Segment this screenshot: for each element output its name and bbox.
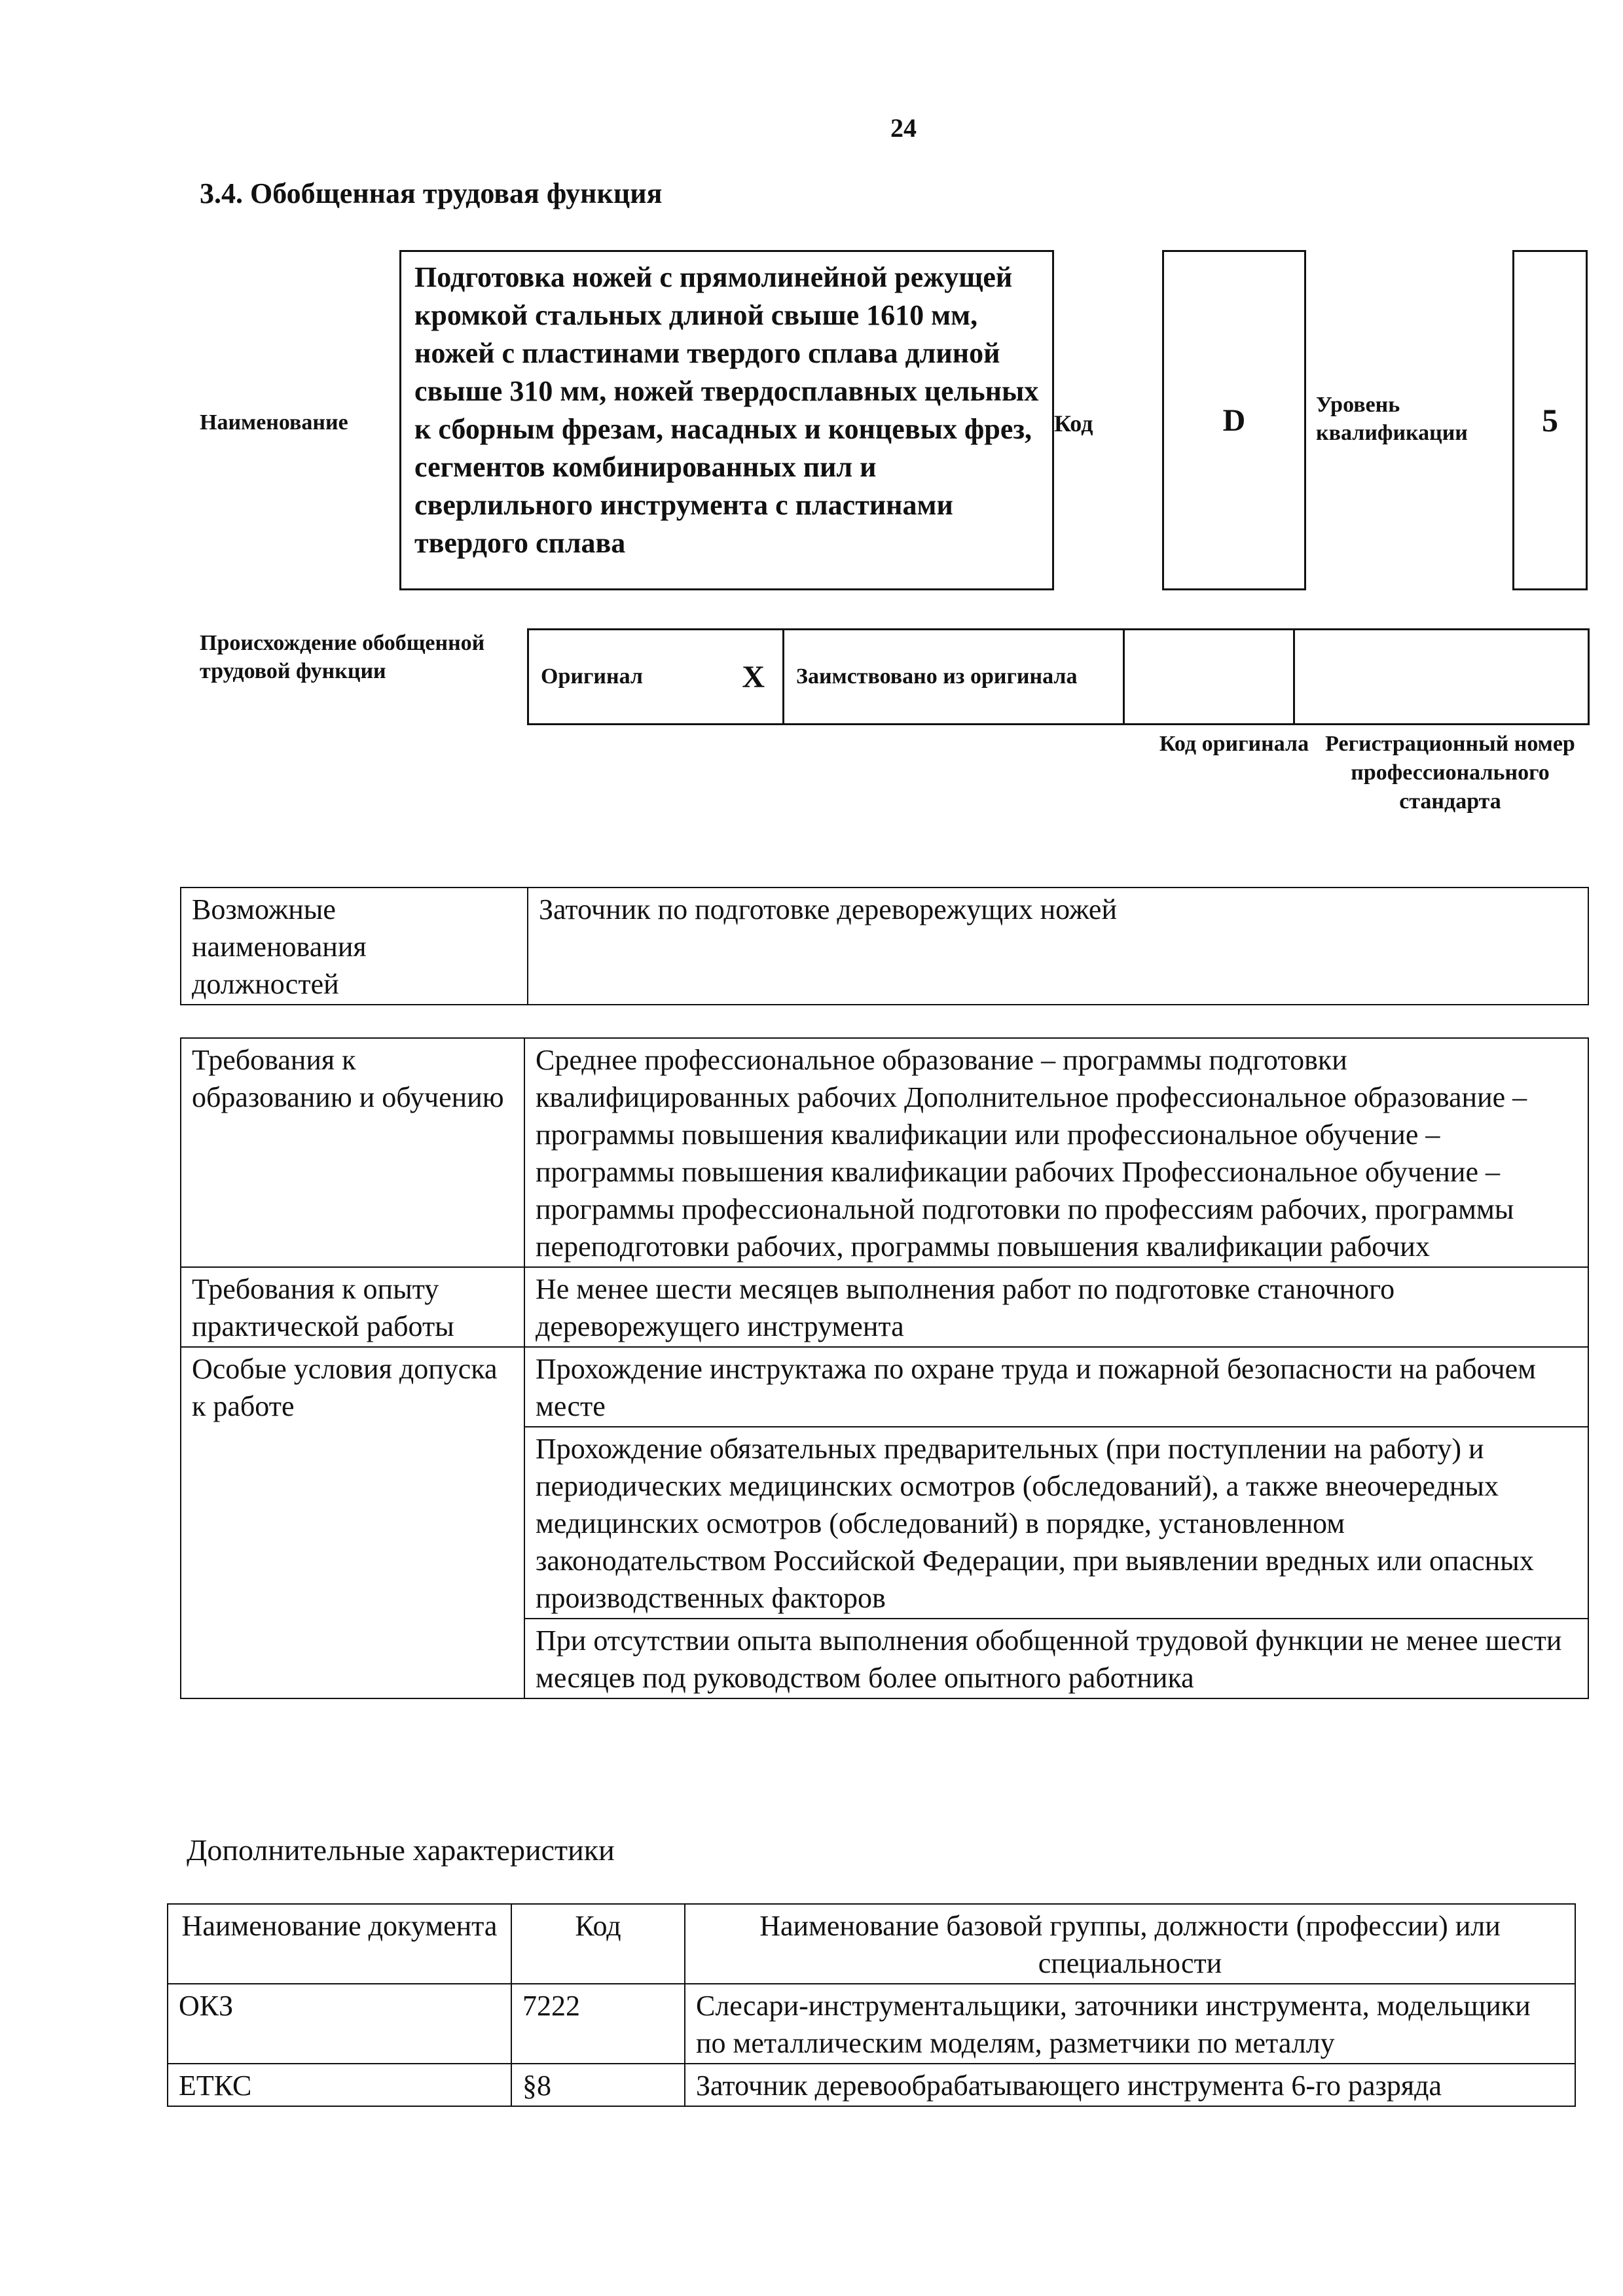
origin-original-label: Оригинал: [528, 630, 725, 725]
positions-table: [180, 887, 1589, 1005]
admission-conditions-label: Особые условия допуска к работе: [181, 1347, 524, 1698]
page-number: 24: [890, 113, 917, 143]
name-label: Наименование: [200, 410, 348, 435]
header-group-name: Наименование базовой группы, должности (профессии) или специальности: [685, 1904, 1575, 1984]
origin-table: [527, 628, 1590, 725]
admission-condition-item: При отсутствии опыта выполнения обобщенной трудовой функции не менее шести месяцев под руководством более опытного работника: [524, 1619, 1588, 1698]
table-header-row: [168, 1904, 1575, 1984]
group-name-cell: Заточник деревообрабатывающего инструмента 6-го разряда: [685, 2064, 1575, 2106]
origin-code-cell: [1124, 630, 1294, 725]
origin-label: Происхождение обобщенной трудовой функции: [200, 631, 485, 683]
group-name-cell: Слесари-инструментальщики, заточники инструмента, модельщики по металлическим моделям, разметчики по металлу: [685, 1984, 1575, 2064]
code-cell: 7222: [511, 1984, 685, 2064]
code-label: Код: [1054, 410, 1093, 437]
admission-condition-item: Прохождение обязательных предварительных (при поступлении на работу) и периодических медицинских осмотров (обследований), а также внеочередных медицинских осмотров (обследований) в порядке, установленном законодательством Российской Федерации, при выявлении вредных или опасных производственных факторов: [524, 1427, 1588, 1619]
additional-title: Дополнительные характеристики: [187, 1833, 615, 1867]
header-code: Код: [511, 1904, 685, 1984]
table-row: [181, 1267, 1588, 1347]
code-value-box: D: [1162, 250, 1306, 590]
header-doc-name: Наименование документа: [168, 1904, 511, 1984]
origin-reg-number-cell: [1294, 630, 1589, 725]
code-cell: §8: [511, 2064, 685, 2106]
table-row: [181, 1038, 1588, 1267]
positions-label: Возможные наименования должностей: [181, 888, 528, 1005]
qualification-level-label: Уровень квалификации: [1316, 393, 1468, 445]
table-row: [181, 1347, 1588, 1427]
positions-value: Заточник по подготовке дереворежущих ножей: [528, 888, 1588, 1005]
education-req-value: Среднее профессиональное образование – программы подготовки квалифицированных рабочих Дополнительное профессиональное образование – программы повышения квалификации или профессиональное обучение – программы повышения квалификации рабочих Профессиональное обучение – программы профессиональной подготовки по профессиям рабочих, программы переподготовки рабочих, программы повышения квалификации рабочих: [524, 1038, 1588, 1267]
doc-name-cell: ОКЗ: [168, 1984, 511, 2064]
origin-original-mark: X: [725, 630, 784, 725]
code-original-caption: Код оригинала: [1159, 732, 1309, 756]
table-row: [168, 2064, 1575, 2106]
origin-borrowed-label: Заимствовано из оригинала: [784, 630, 1124, 725]
experience-req-value: Не менее шести месяцев выполнения работ по подготовке станочного дереворежущего инструмента: [524, 1267, 1588, 1347]
section-title: 3.4. Обобщенная трудовая функция: [200, 177, 663, 209]
education-req-label: Требования к образованию и обучению: [181, 1038, 524, 1267]
reg-number-caption: Регистрационный номер профессионального стандарта: [1325, 732, 1575, 814]
table-row: [168, 1984, 1575, 2064]
experience-req-label: Требования к опыту практической работы: [181, 1267, 524, 1347]
admission-condition-item: Прохождение инструктажа по охране труда и пожарной безопасности на рабочем месте: [524, 1347, 1588, 1427]
requirements-table: [180, 1037, 1589, 1699]
additional-table: [167, 1903, 1576, 2107]
function-name-box: Подготовка ножей с прямолинейной режущей кромкой стальных длиной свыше 1610 мм, ножей с пластинами твердого сплава длиной свыше 310 мм, ножей твердосплавных цельных к сборным фрезам, насадных и концевых фрез, сегментов комбинированных пил и сверлильного инструмента с пластинами твердого сплава: [399, 250, 1054, 590]
qualification-level-box: 5: [1512, 250, 1588, 590]
doc-name-cell: ЕТКС: [168, 2064, 511, 2106]
